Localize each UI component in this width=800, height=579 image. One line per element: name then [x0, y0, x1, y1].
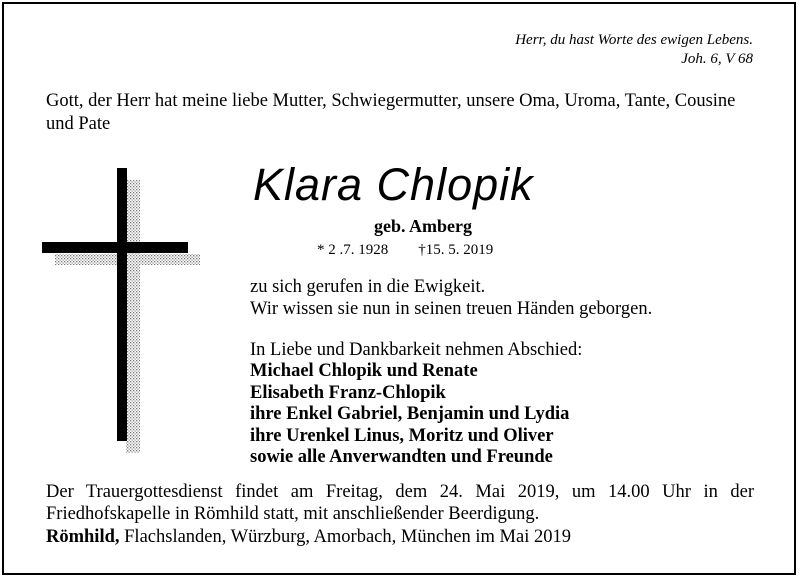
cross-shadow: [55, 180, 200, 453]
mourners-list: [250, 361, 569, 469]
mourner-line: ihre Enkel Gabriel, Benjamin und Lydia: [250, 404, 570, 424]
service-info: Der Trauergottesdienst findet am Freitag, dem 24. Mai 2019, um 14.00 Uhr in der Friedhofskapelle in Römhild statt, mit anschließender Beerdigung.: [46, 482, 754, 524]
mourner-line: ihre Urenkel Linus, Moritz und Oliver: [250, 425, 554, 446]
life-dates: [317, 240, 493, 260]
cross-shape: [42, 168, 188, 441]
called-text: [250, 276, 770, 320]
place-date-line: [46, 526, 571, 548]
place-rest: Flachslanden, Würzburg, Amorbach, München im Mai 2019: [119, 527, 571, 547]
birth-date: * 2 .7. 1928: [317, 242, 389, 258]
deceased-name: Klara Chlopik: [253, 159, 534, 210]
death-date: †15. 5. 2019: [418, 242, 494, 258]
mourner-line: Michael Chlopik und Renate: [250, 361, 478, 381]
called-line: Wir wissen sie nun in seinen treuen Händen geborgen.: [250, 299, 653, 319]
mourner-line: Elisabeth Franz-Chlopik: [250, 382, 446, 403]
bible-verse: [515, 31, 753, 69]
mourner-line: sowie alle Anverwandten und Freunde: [250, 447, 553, 467]
bible-verse-reference: Joh. 6, V 68: [681, 51, 753, 67]
bible-verse-text: Herr, du hast Worte des ewigen Lebens.: [515, 32, 753, 48]
place-town: Römhild,: [46, 527, 120, 547]
intro-text: Gott, der Herr hat meine liebe Mutter, Schwiegermutter, unsere Oma, Uroma, Tante, Cousine und Pate: [46, 91, 736, 134]
cross-icon: [40, 168, 200, 453]
farewell-intro: In Liebe und Dankbarkeit nehmen Abschied:: [250, 340, 583, 360]
called-line: zu sich gerufen in die Ewigkeit.: [250, 277, 486, 297]
birth-name: geb. Amberg: [374, 216, 472, 236]
